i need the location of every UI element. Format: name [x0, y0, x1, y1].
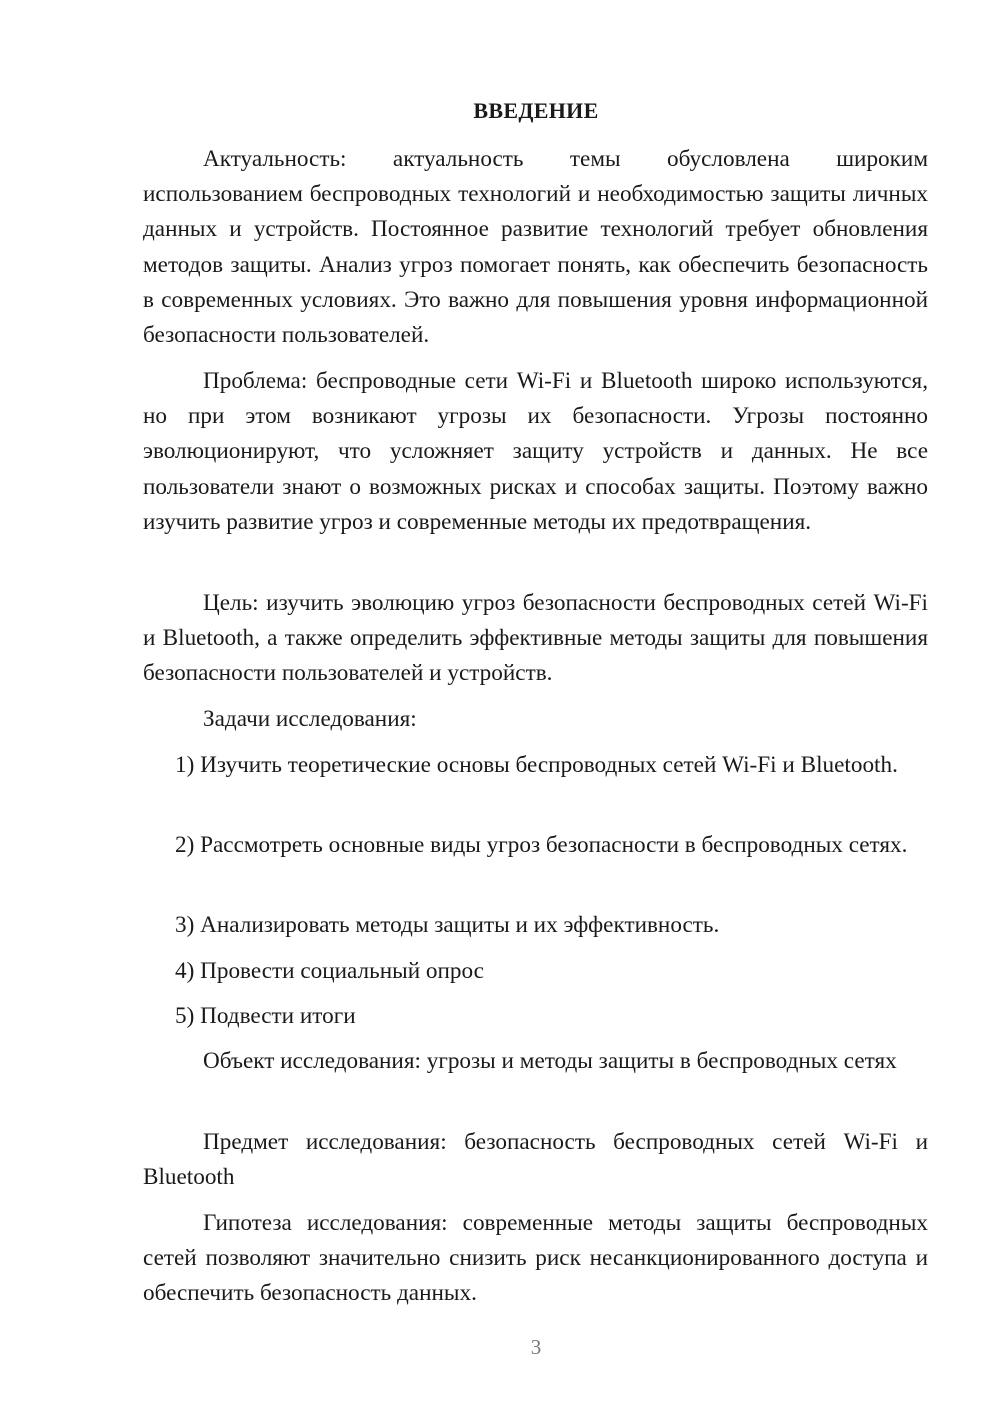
- task-item-1: 1) Изучить теоретические основы беспроводных сетей Wi-Fi и Bluetooth.: [175, 752, 898, 778]
- goal-paragraph: Цель: изучить эволюцию угроз безопасности беспроводных сетей Wi-Fi и Bluetooth, а также определить эффективные методы защиты для повышения безопасности пользователей и устройств.: [143, 590, 928, 687]
- task-item-4: 4) Провести социальный опрос: [175, 958, 484, 984]
- hypothesis-paragraph: Гипотеза исследования: современные методы защиты беспроводных сетей позволяют значительно снизить риск несанкционированного доступа и обеспечить безопасность данных.: [143, 1210, 928, 1307]
- task-item-3: 3) Анализировать методы защиты и их эффективность.: [175, 912, 720, 938]
- task-item-5: 5) Подвести итоги: [175, 1003, 356, 1029]
- object-paragraph: Объект исследования: угрозы и методы защиты в беспроводных сетях: [203, 1048, 897, 1074]
- tasks-heading: Задачи исследования:: [203, 706, 417, 732]
- relevance-paragraph: Актуальность: актуальность темы обусловлена широким использованием беспроводных технологий и необходимостью защиты личных данных и устройств. Постоянное развитие технологий требует обновления методов защиты. Анализ угроз помогает понять, как обеспечить безопасность в современных условиях. Это важно для повышения уровня информационной безопасности пользователей.: [143, 146, 928, 349]
- task-item-2: 2) Рассмотреть основные виды угроз безопасности в беспроводных сетях.: [175, 832, 908, 858]
- page-title: ВВЕДЕНИЕ: [473, 98, 599, 123]
- page-number: 3: [530, 1335, 542, 1359]
- problem-paragraph: Проблема: беспроводные сети Wi-Fi и Bluetooth широко используются, но при этом возникают угрозы их безопасности. Угрозы постоянно эволюционируют, что усложняет защиту устройств и данных. Не все пользователи знают о возможных рисках и способах защиты. Поэтому важно изучить развитие угроз и современные методы их предотвращения.: [143, 368, 928, 535]
- subject-paragraph: Предмет исследования: безопасность беспроводных сетей Wi-Fi и Bluetooth: [143, 1129, 928, 1191]
